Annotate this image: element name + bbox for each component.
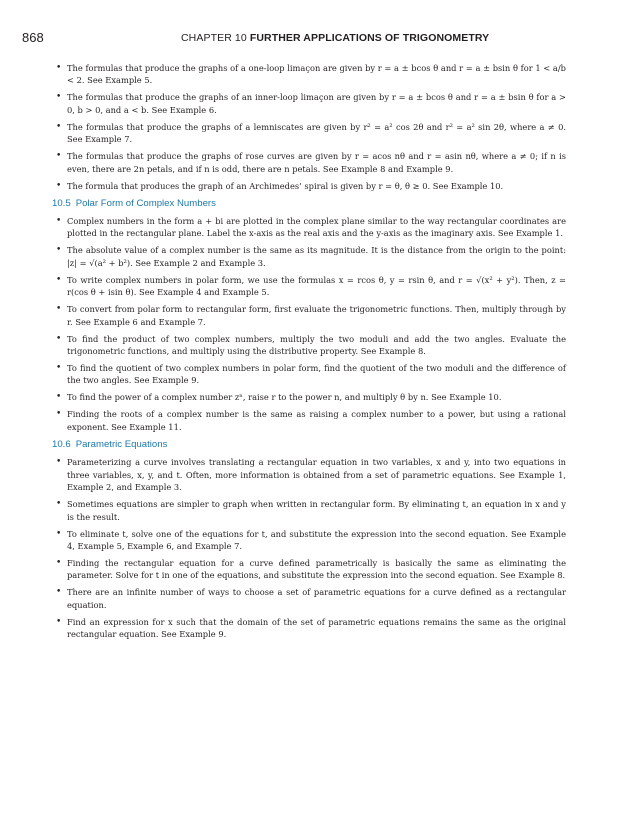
- list-item: • Finding the roots of a complex number is the same as raising a complex number to a power, but using a rational exponent. See Example 11.: [54, 408, 566, 433]
- list-item: • To find the quotient of two complex numbers in polar form, find the quotient of the two moduli and the difference of the two angles. See Example 9.: [54, 362, 566, 387]
- page-content: [54, 62, 566, 645]
- section-heading-10-6: [52, 439, 566, 450]
- section-heading-10-5: [52, 198, 566, 209]
- list-item: • The formulas that produce the graphs of a lemniscates are given by r² = a² cos 2θ and r² = a² sin 2θ, where a ≠ 0. See Example 7.: [54, 121, 566, 146]
- list-item: • Sometimes equations are simpler to graph when written in rectangular form. By eliminating t, an equation in x and y is the result.: [54, 498, 566, 523]
- section-title: Parametric Equations: [75, 439, 168, 451]
- list-item: • Parameterizing a curve involves translating a rectangular equation in two variables, x and y, into two equations in three variables, x, y, and t. Often, more information is obtained from a set of parametric equations. See Example 1, Example 2, and Example 3.: [54, 456, 566, 493]
- list-item: • The formulas that produce the graphs of rose curves are given by r = acos nθ and r = asin nθ, where a ≠ 0; if n is even, there are 2n petals, and if n is odd, there are n petals. See Example 8 and Example 9.: [54, 150, 566, 175]
- list-item: • To eliminate t, solve one of the equations for t, and substitute the expression into the second equation. See Example 4, Example 5, Example 6, and Example 7.: [54, 528, 566, 553]
- list-item: • The formula that produces the graph of an Archimedes’ spiral is given by r = θ, θ ≥ 0. See Example 10.: [54, 180, 566, 192]
- chapter-title: FURTHER APPLICATIONS OF TRIGONOMETRY: [249, 32, 490, 44]
- list-item: • Complex numbers in the form a + bi are plotted in the complex plane similar to the way rectangular coordinates are plotted in the rectangular plane. Label the x-axis as the real axis and the y-axis as the imaginary axis. See Example 1.: [54, 215, 566, 240]
- section-number: 10.5: [52, 198, 71, 210]
- list-item: • There are an infinite number of ways to choose a set of parametric equations for a curve defined as a rectangular equation.: [54, 586, 566, 611]
- chapter-label: CHAPTER 10: [181, 32, 247, 44]
- list-item: • To convert from polar form to rectangular form, first evaluate the trigonometric functions. Then, multiply through by r. See Example 6 and Example 7.: [54, 303, 566, 328]
- list-item: • To write complex numbers in polar form, we use the formulas x = rcos θ, y = rsin θ, and r = √(x² + y²). Then, z = r(cos θ + isin θ). See Example 4 and Example 5.: [54, 274, 566, 299]
- section-number: 10.6: [52, 439, 71, 451]
- list-item: • To find the product of two complex numbers, multiply the two moduli and add the two angles. Evaluate the trigonometric functions, and multiply using the distributive property. See Example 8.: [54, 333, 566, 358]
- list-item: • Find an expression for x such that the domain of the set of parametric equations remains the same as the original rectangular equation. See Example 9.: [54, 616, 566, 641]
- page-number: 868: [22, 30, 44, 45]
- list-item: • To find the power of a complex number zⁿ, raise r to the power n, and multiply θ by n. See Example 10.: [54, 391, 566, 403]
- section-10-5-list: [54, 215, 566, 433]
- list-item: • Finding the rectangular equation for a curve defined parametrically is basically the same as eliminating the parameter. Solve for t in one of the equations, and substitute the expression into the second equation. See Example 8.: [54, 557, 566, 582]
- running-head: [181, 32, 489, 44]
- list-item: • The absolute value of a complex number is the same as its magnitude. It is the distance from the origin to the point: |z| = √(a² + b²). See Example 2 and Example 3.: [54, 244, 566, 269]
- list-item: • The formulas that produce the graphs of a one-loop limaçon are given by r = a ± bcos θ and r = a ± bsin θ for 1 < a/b < 2. See Example 5.: [54, 62, 566, 87]
- list-item: • The formulas that produce the graphs of an inner-loop limaçon are given by r = a ± bcos θ and r = a ± bsin θ for a > 0, b > 0, and a < b. See Example 6.: [54, 91, 566, 116]
- section-10-6-list: [54, 456, 566, 640]
- section-title: Polar Form of Complex Numbers: [75, 198, 216, 210]
- intro-list: [54, 62, 566, 192]
- page-header: [22, 30, 610, 46]
